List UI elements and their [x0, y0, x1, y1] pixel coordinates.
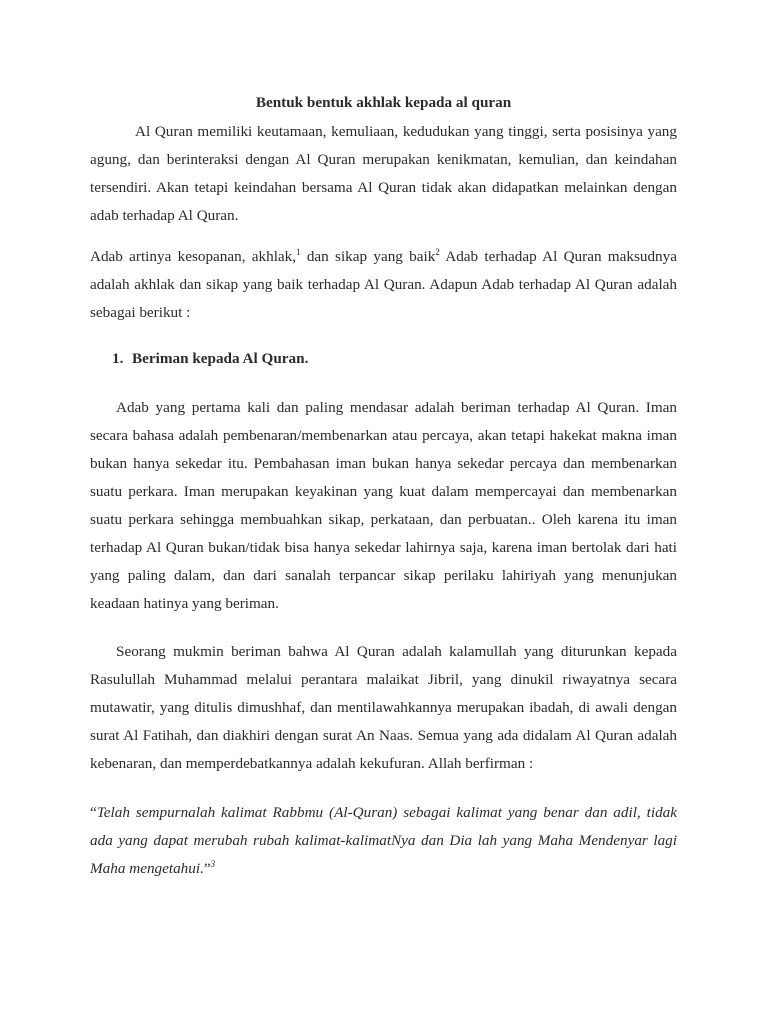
- quran-quote: [90, 799, 677, 883]
- adab-paragraph: [90, 243, 677, 327]
- adab-text-part2: dan sikap yang baik: [300, 248, 436, 265]
- quote-open-mark: “: [90, 804, 97, 821]
- document-title: Bentuk bentuk akhlak kepada al quran: [255, 94, 512, 111]
- document-page: [90, 91, 677, 883]
- quote-text: Telah sempurnalah kalimat Rabbmu (Al-Quran) sebagai kalimat yang benar dan adil, tidak ada yang dapat merubah rubah kalimat-kalimatNya dan Dia lah yang Maha Mendenyar lagi Maha mengetahui.: [90, 804, 677, 877]
- section-number: 1.: [112, 350, 124, 367]
- footnote-ref-1[interactable]: 1: [296, 246, 301, 257]
- footnote-ref-3[interactable]: 3: [210, 858, 216, 869]
- footnote-ref-2[interactable]: 2: [435, 246, 440, 257]
- mukmin-paragraph: Seorang mukmin beriman bahwa Al Quran adalah kalamullah yang diturunkan kepada Rasulullah Muhammad melalui perantara malaikat Jibril, yang dinukil riwayatnya secara mutawatir, yang ditulis dimushhaf, dan mentilawahkannya merupakan ibadah, di awali dengan surat Al Fatihah, dan diakhiri dengan surat An Naas. Semua yang ada didalam Al Quran adalah kebenaran, dan memperdebatkannya adalah kekufuran. Allah berfirman :: [90, 643, 677, 772]
- iman-paragraph: Adab yang pertama kali dan paling mendasar adalah beriman terhadap Al Quran. Iman secara bahasa adalah pembenaran/membenarkan atau percaya, akan tetapi hakekat makna iman bukan hanya sekedar itu. Pembahasan iman bukan hanya sekedar percaya dan membenarkan suatu perkara. Iman merupakan keyakinan yang kuat dalam mempercayai dan membenarkan suatu perkara sehingga membuahkan sikap, perkataan, dan perbuatan.. Oleh karena itu iman terhadap Al Quran bukan/tidak bisa hanya sekedar lahirnya saja, karena iman bertolak dari hati yang paling dalam, dan dari sanalah terpancar sikap perilaku lahiriyah yang menunjukan keadaan hatinya yang beriman.: [90, 399, 677, 612]
- adab-text-part1: Adab artinya kesopanan, akhlak,: [90, 248, 297, 265]
- quote-close-mark: ”: [203, 860, 211, 877]
- section-heading-1: [90, 347, 677, 371]
- section-heading-text: Beriman kepada Al Quran.: [132, 350, 309, 367]
- intro-paragraph: Al Quran memiliki keutamaan, kemuliaan, kedudukan yang tinggi, serta posisinya yang agung, dan berinteraksi dengan Al Quran merupakan kenikmatan, kemulian, dan keindahan tersendiri. Akan tetapi keindahan bersama Al Quran tidak akan didapatkan melainkan dengan adab terhadap Al Quran.: [90, 123, 677, 224]
- adab-text-part3: Adab terhadap Al Quran maksudnya adalah akhlak dan sikap yang baik terhadap Al Quran. Adapun Adab terhadap Al Quran adalah sebagai berikut :: [90, 248, 677, 321]
